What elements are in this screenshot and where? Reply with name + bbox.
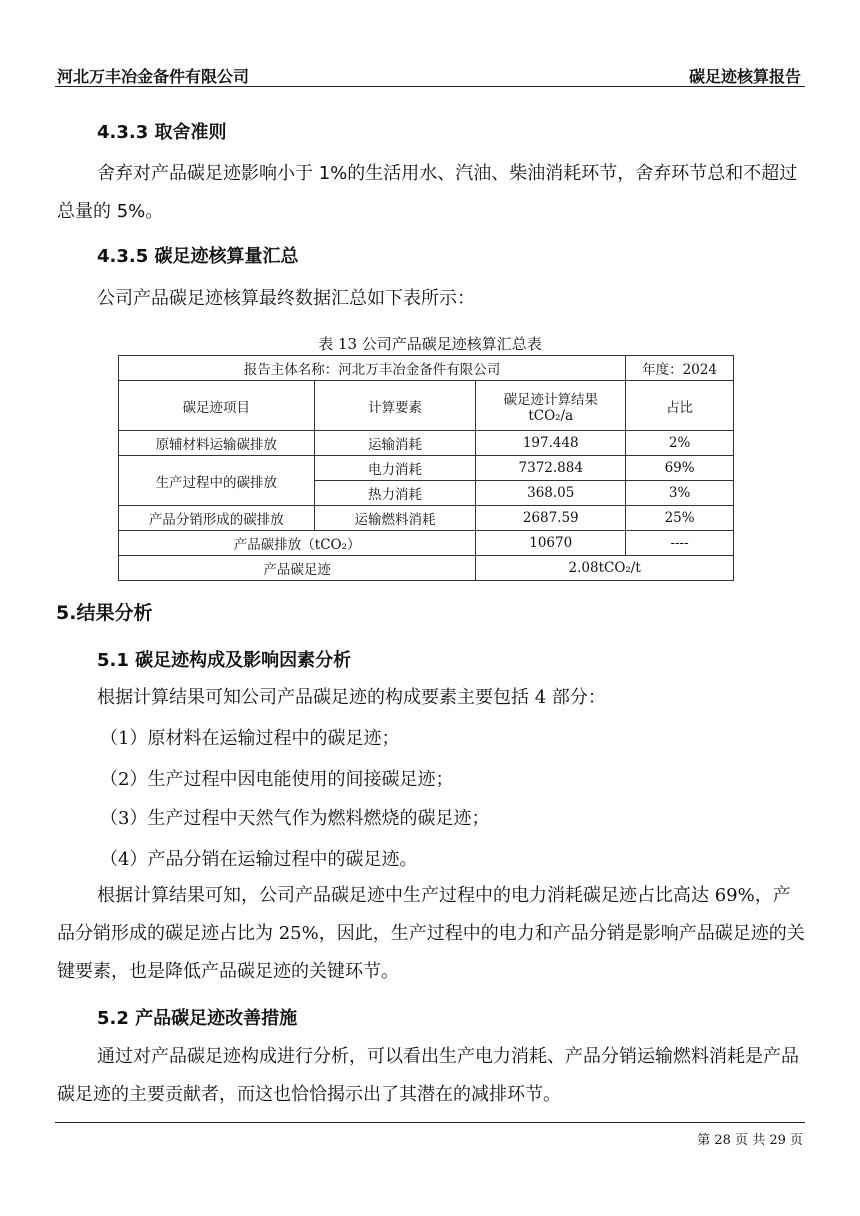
col-header-factor: 计算要素 [314,381,476,431]
total-ratio: ---- [626,531,734,556]
header-doc-title: 碳足迹核算报告 [688,67,801,86]
section-4-3-3-text: 舍弃对产品碳足迹影响小于 1%的生活用水、汽油、柴油消耗环节，舍弃环节总和不超过总量的 5%。 [57,163,798,222]
section-5-1-title: 5.1 碳足迹构成及影响因素分析 [97,650,352,671]
total-label: 产品碳排放（tCO₂） [119,531,476,556]
cell-ratio: 3% [626,481,734,506]
cell-factor: 电力消耗 [314,456,476,481]
subject-cell: 报告主体名称：河北万丰冶金备件有限公司 [119,356,626,381]
cell-factor: 热力消耗 [314,481,476,506]
cell-factor: 运输燃料消耗 [314,506,476,531]
table-row [119,431,734,456]
cell-value: 197.448 [476,431,626,456]
table-footprint-row [119,556,734,581]
cell-ratio: 69% [626,456,734,481]
section-5-1-intro: 根据计算结果可知公司产品碳足迹的构成要素主要包括 4 部分： [97,687,606,708]
year-cell: 年度：2024 [626,356,734,381]
cell-factor: 运输消耗 [314,431,476,456]
page-number: 第 28 页 共 29 页 [697,1133,803,1148]
table-header-row [119,381,734,431]
section-5-2-text: 通过对产品碳足迹构成进行分析，可以看出生产电力消耗、产品分销运输燃料消耗是产品碳足迹的主要贡献者，而这也恰恰揭示出了其潜在的减排环节。 [57,1046,799,1105]
cell-ratio: 25% [626,506,734,531]
total-value: 10670 [476,531,626,556]
table-row [119,506,734,531]
section-4-3-5-title: 4.3.5 碳足迹核算量汇总 [97,246,299,267]
cell-item: 原辅材料运输碳排放 [119,431,315,456]
footprint-label: 产品碳足迹 [119,556,476,581]
cell-ratio: 2% [626,431,734,456]
carbon-summary-table [118,355,734,581]
list-item: （1）原材料在运输过程中的碳足迹； [100,728,400,749]
col-header-result-line2: tCO₂/a [528,407,574,424]
footprint-value: 2.08tCO₂/t [476,556,734,581]
page-header [55,62,805,87]
list-item: （4）产品分销在运输过程中的碳足迹。 [100,849,418,870]
section-4-3-5-text: 公司产品碳足迹核算最终数据汇总如下表所示： [97,288,475,309]
cell-value: 368.05 [476,481,626,506]
section-5-title: 5.结果分析 [56,602,153,624]
table-row [119,456,734,481]
table-caption: 表 13 公司产品碳足迹核算汇总表 [318,335,542,353]
list-item: （3）生产过程中天然气作为燃料燃烧的碳足迹； [100,808,490,829]
table-row [119,356,734,381]
col-header-result-line1: 碳足迹计算结果 [503,391,598,408]
section-5-1-analysis: 根据计算结果可知，公司产品碳足迹中生产过程中的电力消耗碳足迹占比高达 69%，产品分销形成的碳足迹占比为 25%，因此，生产过程中的电力和产品分销是影响产品碳足迹的关键要素，也是降低产品碳足迹的关键环节。 [57,885,805,982]
col-header-item: 碳足迹项目 [119,381,315,431]
cell-value: 2687.59 [476,506,626,531]
col-header-ratio: 占比 [626,381,734,431]
page-footer [55,1122,805,1148]
list-item: （2）生产过程中因电能使用的间接碳足迹； [100,769,454,790]
cell-item: 产品分销形成的碳排放 [119,506,315,531]
section-5-2-title: 5.2 产品碳足迹改善措施 [97,1008,298,1029]
col-header-result [476,381,626,431]
header-company: 河北万丰冶金备件有限公司 [57,67,250,86]
section-4-3-3-title: 4.3.3 取舍准则 [97,122,227,143]
table-total-row [119,531,734,556]
cell-item: 生产过程中的碳排放 [119,456,315,506]
cell-value: 7372.884 [476,456,626,481]
